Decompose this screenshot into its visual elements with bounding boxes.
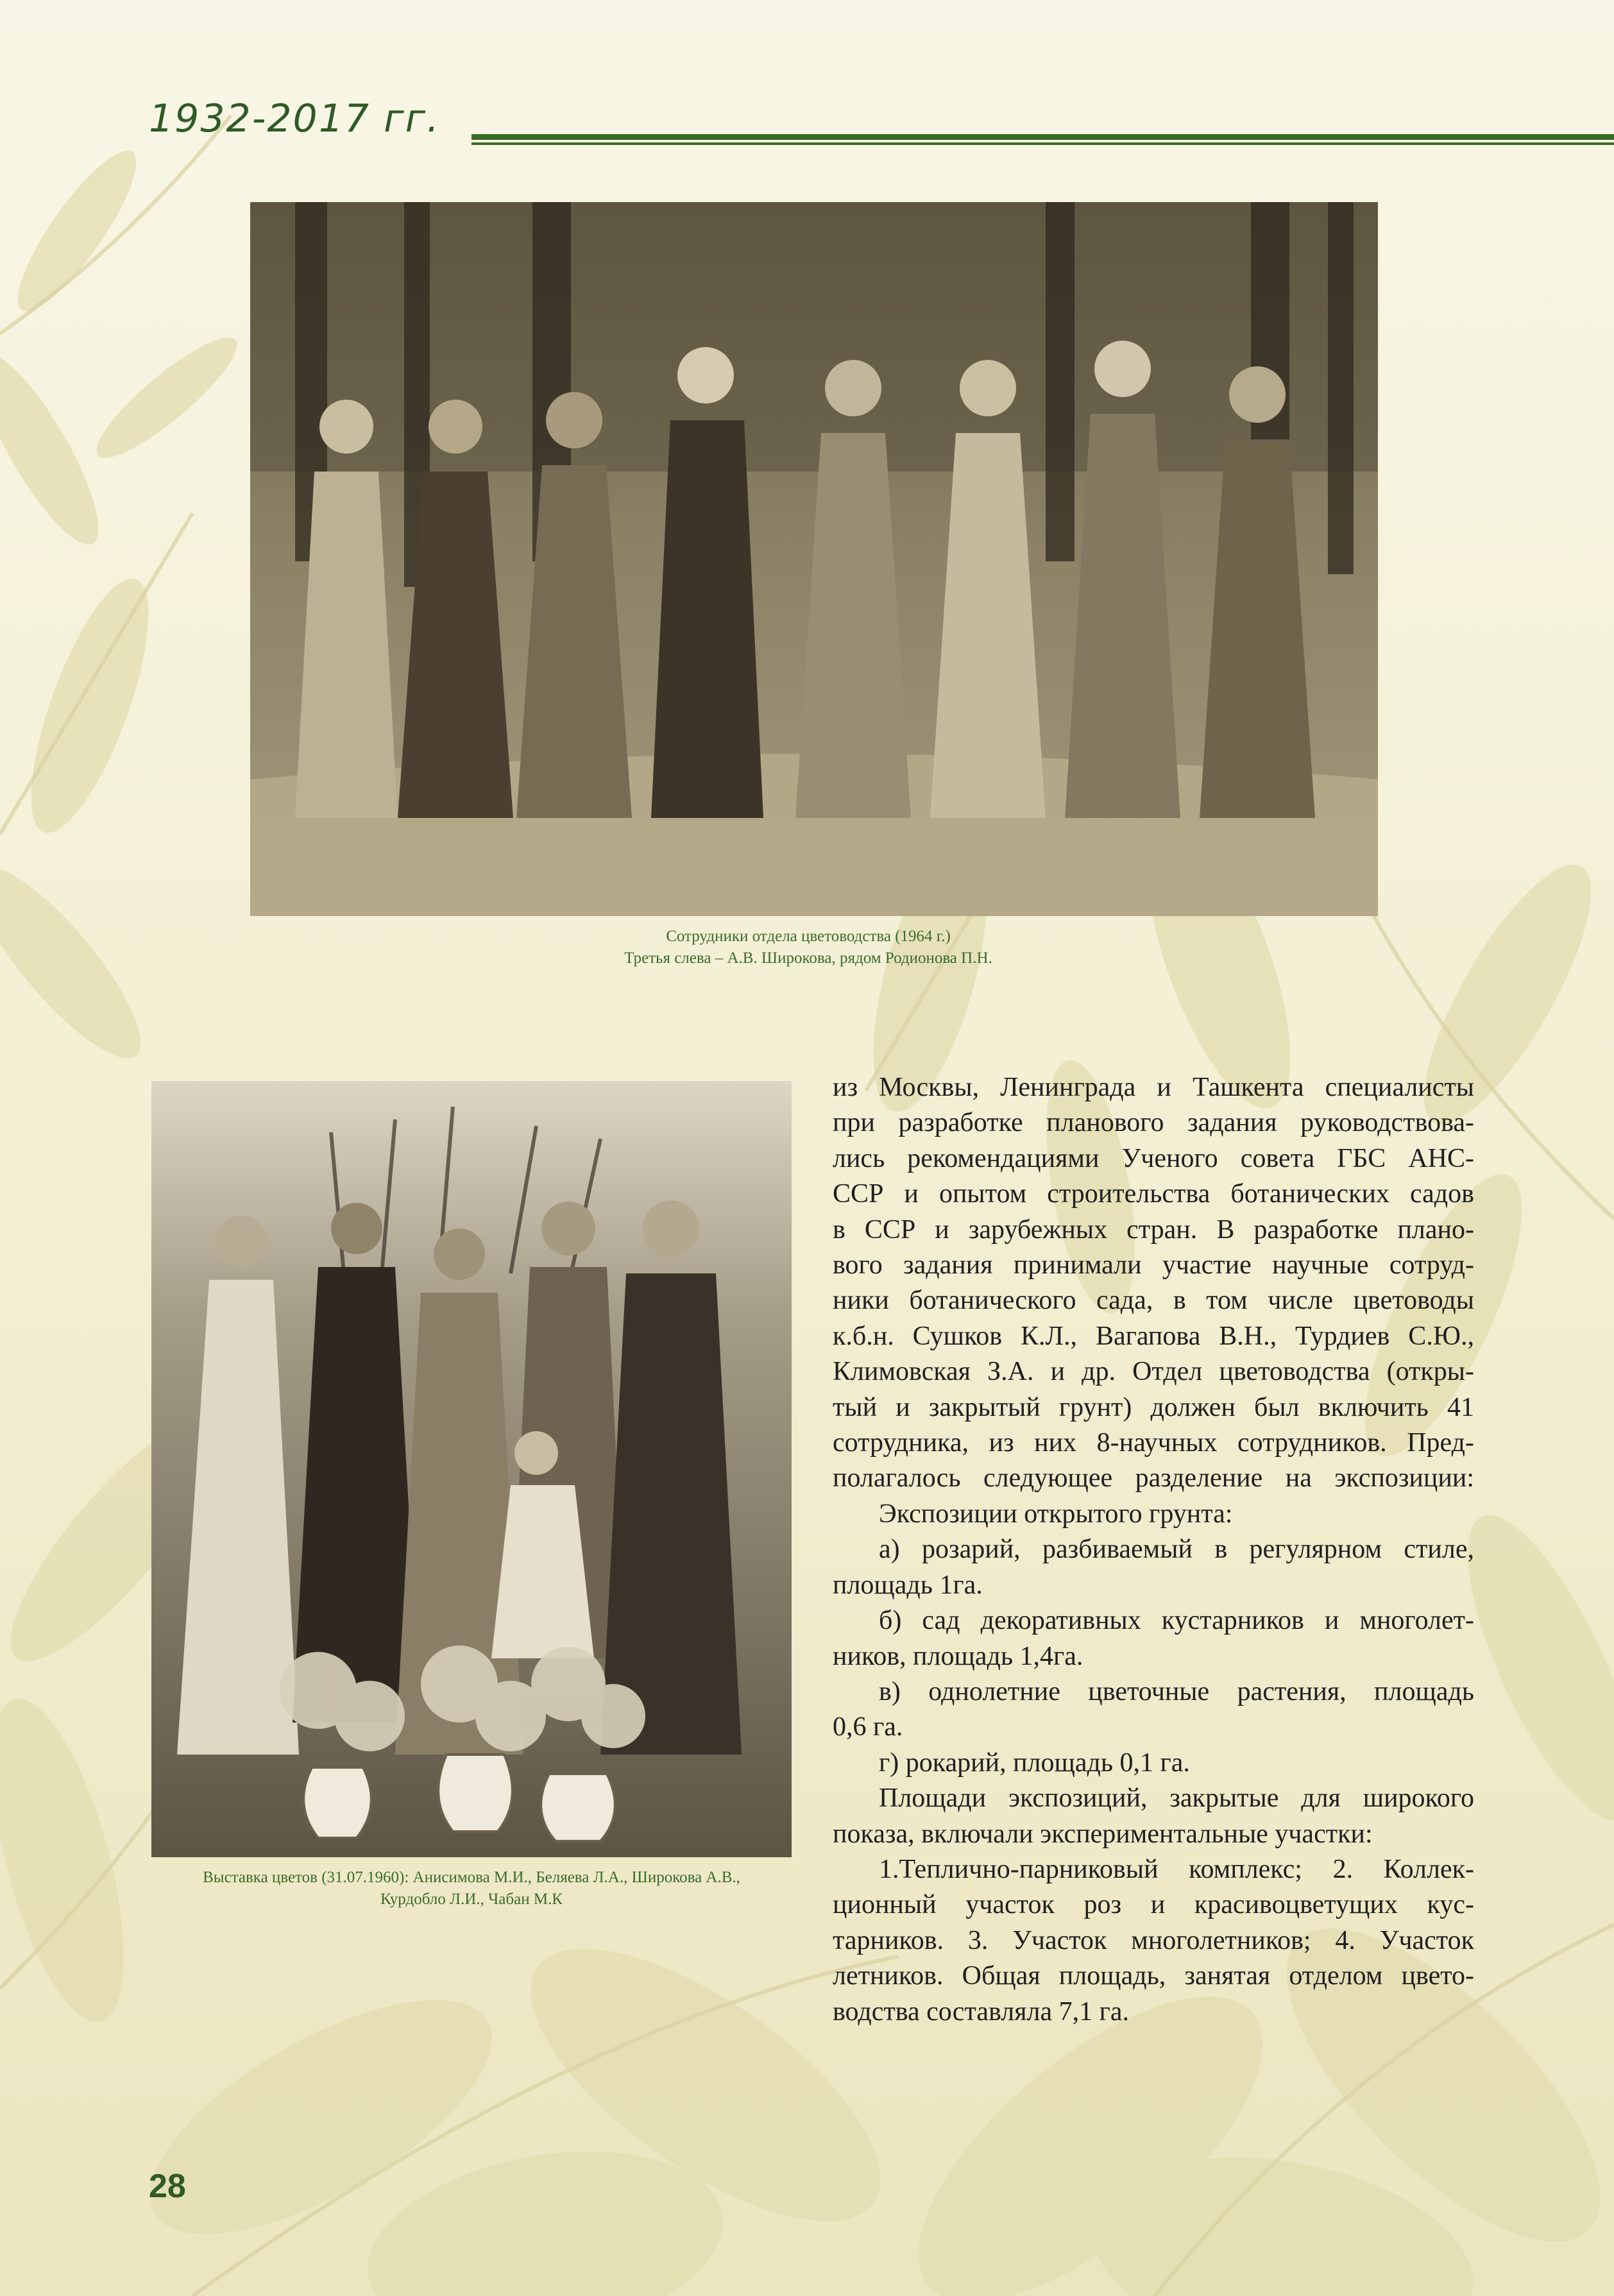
text-line: тый и закрытый грунт) должен был включить 41 bbox=[833, 1392, 1474, 1422]
header-divider bbox=[471, 134, 1614, 146]
caption-line: Курдобло Л.И., Чабан М.К bbox=[380, 1891, 563, 1908]
top-photo-caption bbox=[449, 926, 1168, 969]
item-a bbox=[833, 1532, 1474, 1603]
item-d bbox=[833, 1746, 1474, 1781]
text-line: показа, включали экспериментальные участки: bbox=[833, 1819, 1373, 1849]
staff-group-photo bbox=[250, 202, 1378, 916]
text-line: при разработке планового задания руководствова- bbox=[833, 1108, 1474, 1138]
text-line: ционный участок роз и красивоцветущих кус- bbox=[833, 1890, 1474, 1920]
text-line: в) однолетние цветочные растения, площадь bbox=[879, 1676, 1474, 1706]
text-line: Экспозиции открытого грунта: bbox=[879, 1499, 1233, 1529]
text-line: полагалось следующее разделение на экспозиции: bbox=[833, 1463, 1474, 1493]
text-line: ники ботанического сада, в том числе цветоводы bbox=[833, 1286, 1474, 1316]
text-line: ников, площадь 1,4га. bbox=[833, 1641, 1083, 1671]
text-line: а) розарий, разбиваемый в регулярном стиле, bbox=[879, 1535, 1474, 1565]
caption-line: Третья слева – А.В. Широкова, рядом Родионова П.Н. bbox=[624, 949, 992, 967]
text-line: к.б.н. Сушков К.Л., Вагапова В.Н., Турдиев С.Ю., bbox=[833, 1321, 1474, 1351]
article-body bbox=[833, 1070, 1474, 2030]
text-line: площадь 1га. bbox=[833, 1570, 983, 1600]
item-c bbox=[833, 1674, 1474, 1746]
text-line: летников. Общая площадь, занятая отделом цвето- bbox=[833, 1961, 1474, 1991]
bottom-photo-caption bbox=[138, 1867, 805, 1910]
text-line: водства составляла 7,1 га. bbox=[833, 1996, 1129, 2027]
text-line: г) рокарий, площадь 0,1 га. bbox=[879, 1748, 1190, 1778]
text-line: лись рекомендациями Ученого совета ГБС АНС- bbox=[833, 1143, 1474, 1173]
caption-line: Выставка цветов (31.07.1960): Анисимова М.И., Беляева Л.А., Широкова А.В., bbox=[203, 1869, 740, 1886]
text-line: б) сад декоративных кустарников и многолет- bbox=[879, 1606, 1474, 1636]
text-line: ССР и опытом строительства ботанических садов bbox=[833, 1179, 1474, 1209]
text-line: из Москвы, Ленинграда и Ташкента специалисты bbox=[833, 1073, 1474, 1102]
flower-exhibition-photo bbox=[151, 1081, 792, 1857]
text-line: в ССР и зарубежных стран. В разработке плано- bbox=[833, 1214, 1474, 1245]
text-line: Площади экспозиций, закрытые для широкого bbox=[879, 1783, 1474, 1814]
text-line: Климовская З.А. и др. Отдел цветоводства (откры- bbox=[833, 1357, 1474, 1387]
item-b bbox=[833, 1603, 1474, 1674]
text-line: 1.Теплично-парниковый комплекс; 2. Коллек- bbox=[879, 1854, 1474, 1884]
text-line: сотрудника, из них 8-научных сотрудников. Пред- bbox=[833, 1428, 1474, 1458]
closed-paragraph bbox=[833, 1781, 1474, 1852]
text-line: 0,6 га. bbox=[833, 1712, 903, 1742]
intro-paragraph bbox=[833, 1070, 1474, 1497]
text-line: вого задания принимали участие научные сотруд- bbox=[833, 1250, 1474, 1280]
caption-line: Сотрудники отдела цветоводства (1964 г.) bbox=[666, 928, 951, 945]
header-years: 1932-2017 гг. bbox=[149, 96, 441, 141]
text-line: тарников. 3. Участок многолетников; 4. Участок bbox=[833, 1925, 1474, 1955]
open-ground-heading bbox=[833, 1497, 1474, 1532]
final-paragraph bbox=[833, 1852, 1474, 2030]
page-number: 28 bbox=[149, 2168, 186, 2205]
